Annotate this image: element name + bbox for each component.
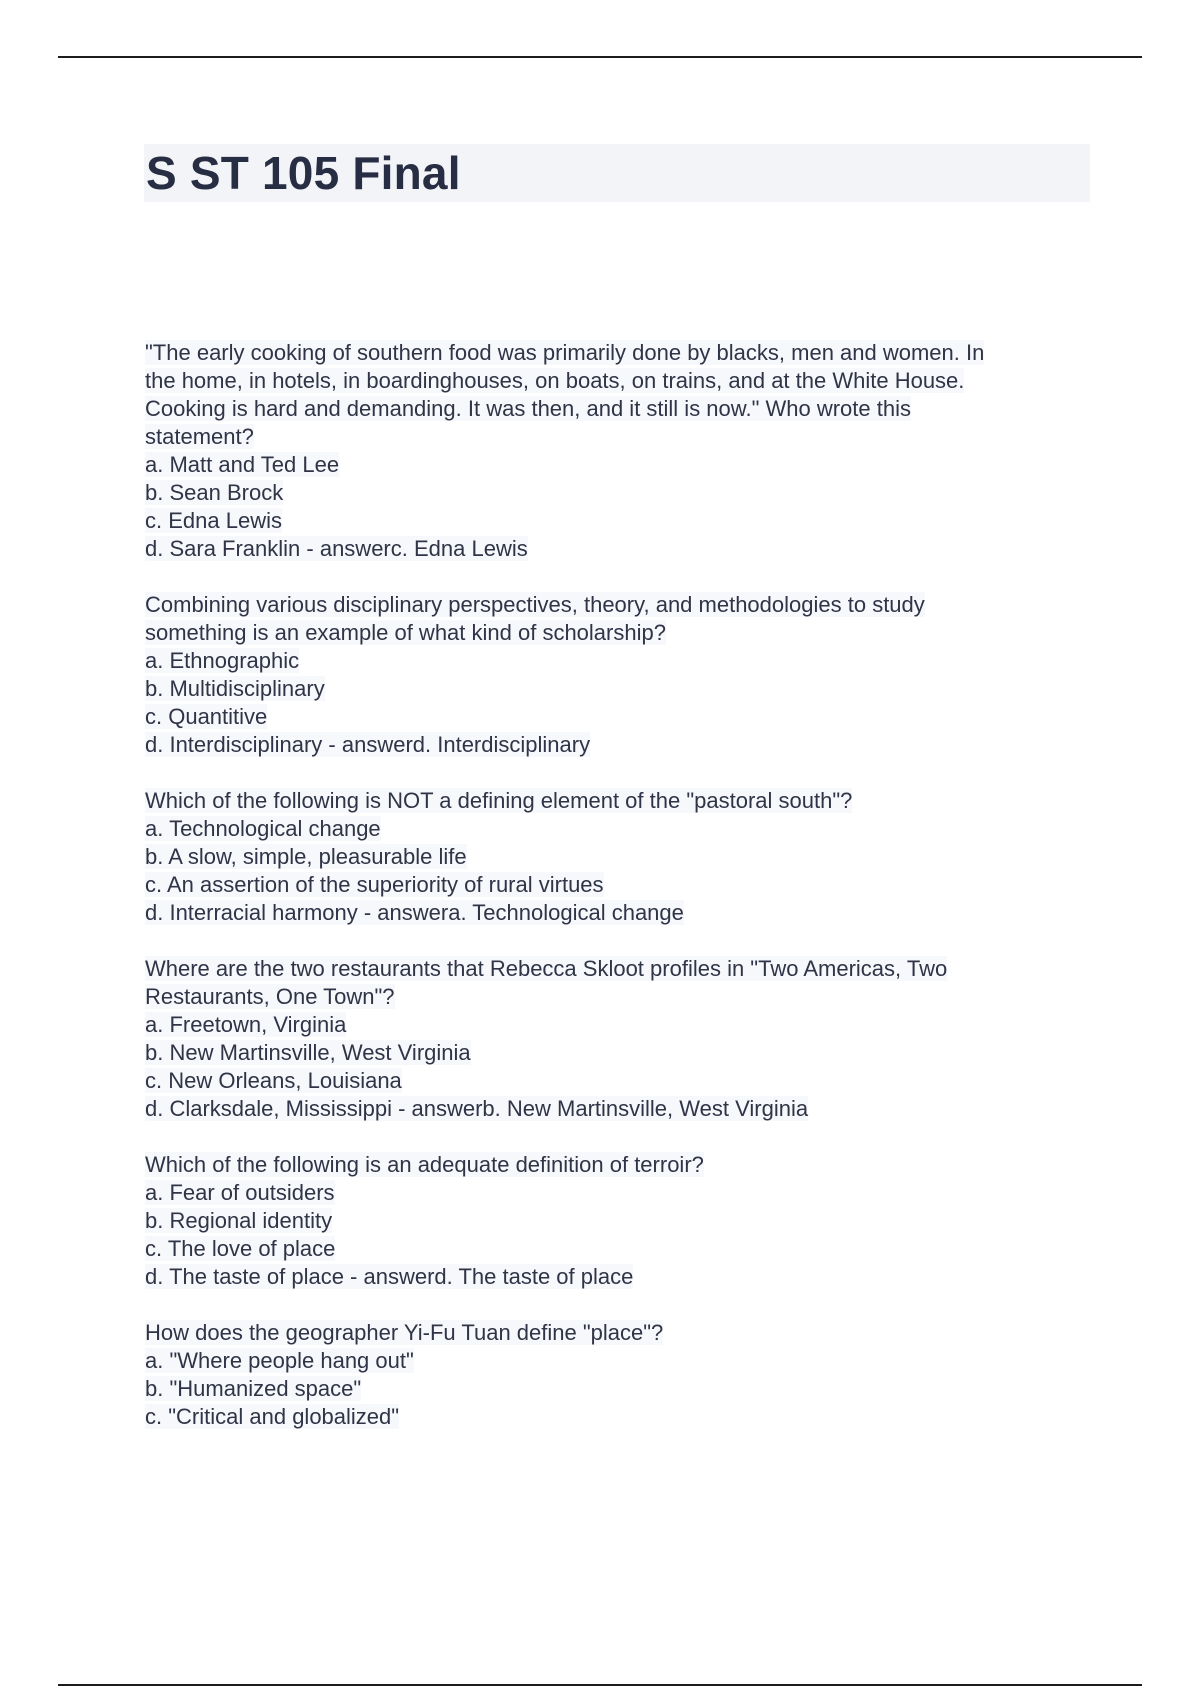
answer-option-with-key: d. Interracial harmony - answera. Technological change [145,900,684,925]
page-title: S ST 105 Final [146,147,461,199]
answer-option: a. Fear of outsiders [145,1180,335,1205]
question-text-line: statement? [145,424,254,449]
answer-option: b. Regional identity [145,1208,333,1233]
answer-option: c. Edna Lewis [145,508,282,533]
answer-option: c. New Orleans, Louisiana [145,1068,402,1093]
question-block [145,591,1090,759]
answer-option: a. Matt and Ted Lee [145,452,340,477]
answer-option: a. "Where people hang out" [145,1348,414,1373]
answer-option: b. Sean Brock [145,480,284,505]
answer-option: b. New Martinsville, West Virginia [145,1040,471,1065]
question-block [145,339,1090,563]
answer-option: a. Technological change [145,816,381,841]
question-block [145,787,1090,927]
question-block [145,1151,1090,1291]
answer-option: c. An assertion of the superiority of rural virtues [145,872,604,897]
question-block [145,955,1090,1123]
answer-option: a. Ethnographic [145,648,300,673]
answer-option: b. Multidisciplinary [145,676,325,701]
answer-option: c. Quantitive [145,704,268,729]
question-text-line: the home, in hotels, in boardinghouses, on boats, on trains, and at the White House. [145,368,965,393]
question-text-line: "The early cooking of southern food was primarily done by blacks, men and women. In [145,340,985,365]
answer-option-with-key: d. Interdisciplinary - answerd. Interdisciplinary [145,732,591,757]
answer-option: c. "Critical and globalized" [145,1404,400,1429]
question-block [145,1319,1090,1431]
question-text-line: Where are the two restaurants that Rebecca Skloot profiles in "Two Americas, Two [145,956,948,981]
answer-option-with-key: d. The taste of place - answerd. The taste of place [145,1264,634,1289]
question-text-line: Which of the following is NOT a defining element of the "pastoral south"? [145,788,853,813]
question-text-line: Combining various disciplinary perspectives, theory, and methodologies to study [145,592,925,617]
answer-option: b. "Humanized space" [145,1376,362,1401]
bottom-rule [58,1684,1142,1686]
question-list [145,339,1090,1459]
question-text-line: Which of the following is an adequate definition of terroir? [145,1152,704,1177]
question-text-line: How does the geographer Yi-Fu Tuan define "place"? [145,1320,664,1345]
answer-option: c. The love of place [145,1236,336,1261]
question-text-line: something is an example of what kind of scholarship? [145,620,666,645]
answer-option-with-key: d. Clarksdale, Mississippi - answerb. New Martinsville, West Virginia [145,1096,809,1121]
answer-option-with-key: d. Sara Franklin - answerc. Edna Lewis [145,536,528,561]
question-text-line: Restaurants, One Town"? [145,984,395,1009]
answer-option: b. A slow, simple, pleasurable life [145,844,467,869]
top-rule [58,56,1142,58]
answer-option: a. Freetown, Virginia [145,1012,347,1037]
question-text-line: Cooking is hard and demanding. It was then, and it still is now." Who wrote this [145,396,911,421]
